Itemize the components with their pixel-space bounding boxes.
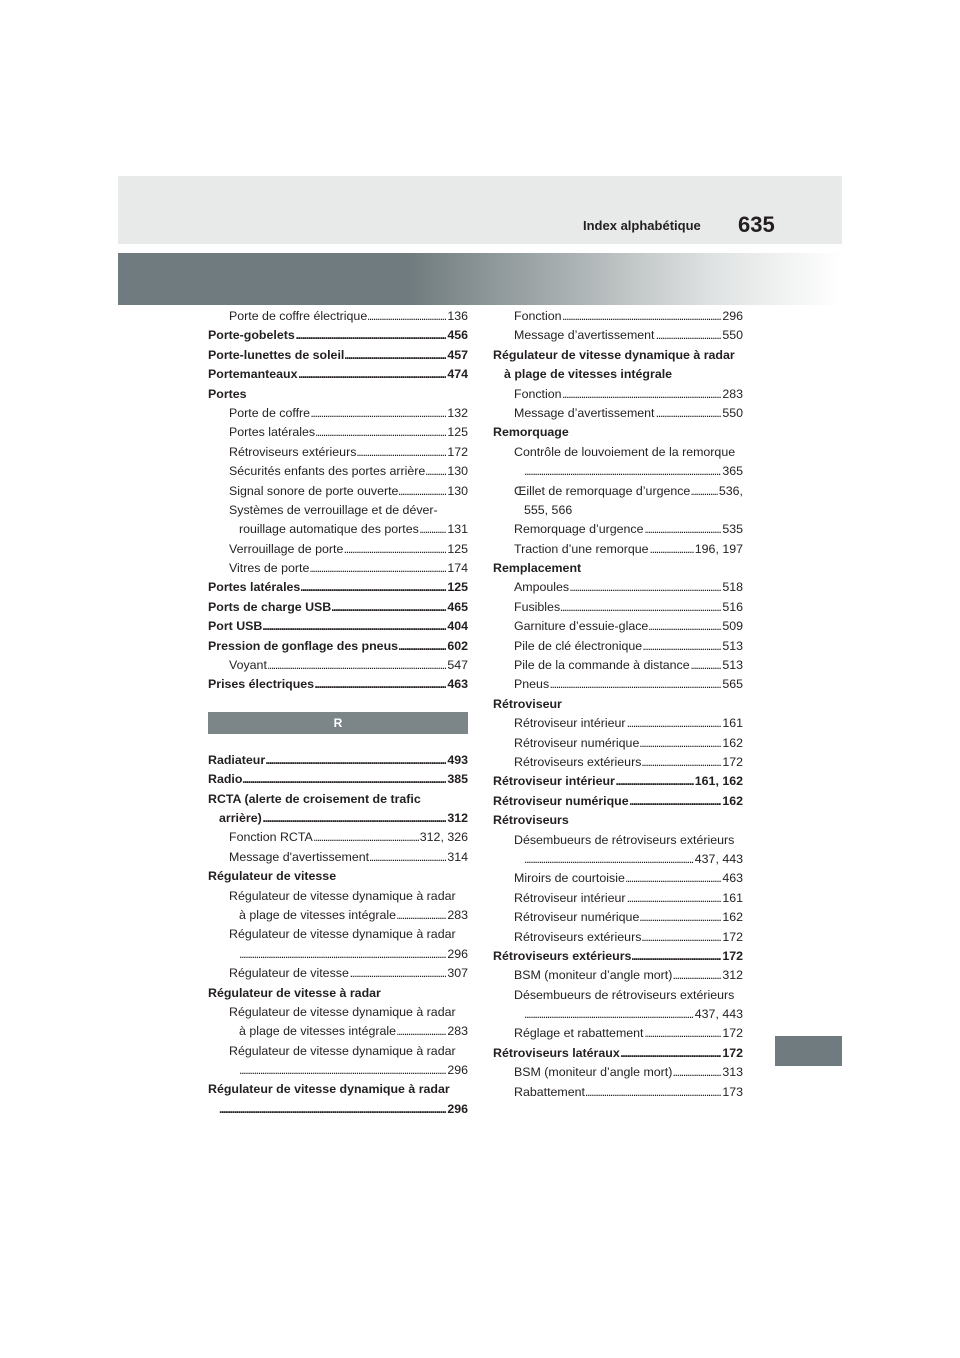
- index-entry-page: 296: [446, 1061, 468, 1080]
- index-entry-label: Rétroviseur intérieur: [514, 889, 627, 908]
- index-entry-label: Signal sonore de porte ouverte: [229, 482, 399, 501]
- index-entry: [493, 889, 743, 908]
- index-entry: [493, 908, 743, 927]
- index-entry-page: 547: [446, 656, 468, 675]
- index-entry-page: 172: [721, 1024, 743, 1043]
- section-title: Index alphabétique: [583, 218, 701, 233]
- index-entry: [208, 443, 468, 462]
- side-thumb-tab: [775, 1036, 842, 1066]
- index-entry-label: Régulateur de vitesse dynamique à radar: [493, 346, 736, 365]
- index-entry: [493, 617, 743, 636]
- index-entry: [493, 365, 743, 384]
- index-entry-page: 174: [446, 559, 468, 578]
- index-entry: [493, 462, 743, 481]
- index-entry-label: Traction d’une remorque: [514, 540, 650, 559]
- index-entry-label: Systèmes de verrouillage et de déver-: [229, 501, 439, 520]
- index-entry: [208, 1061, 468, 1080]
- index-entry-page: 161: [721, 714, 743, 733]
- index-entry-page: 602: [446, 637, 468, 656]
- index-entry-label: BSM (moniteur d’angle mort): [514, 966, 673, 985]
- index-entry-label: Régulateur de vitesse: [229, 964, 350, 983]
- index-entry-label: BSM (moniteur d’angle mort): [514, 1063, 673, 1082]
- index-entry-page: 283: [721, 385, 743, 404]
- index-entry-page: 172: [721, 928, 743, 947]
- index-entry-label: Remplacement: [493, 559, 582, 578]
- index-entry-page: 125: [446, 578, 468, 597]
- index-entry-label: Porte-gobelets: [208, 326, 296, 345]
- index-entry-page: 474: [446, 365, 468, 384]
- index-entry: [208, 326, 468, 345]
- index-entry: [493, 695, 743, 714]
- index-entry-label: Rétroviseurs extérieurs: [514, 753, 642, 772]
- index-list-p: [208, 307, 468, 695]
- index-entry-page: 131: [446, 520, 468, 539]
- index-entry-label: Fusibles: [514, 598, 561, 617]
- index-entry: [208, 1100, 468, 1119]
- index-entry-label: Pile de clé électronique: [514, 637, 643, 656]
- index-entry: [493, 850, 743, 869]
- index-entry: [208, 925, 468, 944]
- index-entry: [493, 772, 743, 791]
- dot-leader: [219, 1100, 468, 1119]
- index-entry-label: Rétroviseur intérieur: [493, 772, 616, 791]
- index-entry-label: Rétroviseur numérique: [493, 792, 630, 811]
- index-entry-page: 172: [446, 443, 468, 462]
- index-entry: [208, 751, 468, 770]
- index-entry-label: Régulateur de vitesse dynamique à radar: [229, 887, 457, 906]
- index-entry-label: Porte de coffre: [229, 404, 311, 423]
- index-entry: [493, 811, 743, 830]
- index-entry-label: Réglage et rabattement: [514, 1024, 645, 1043]
- index-entry: [493, 753, 743, 772]
- index-entry-label: Verrouillage de porte: [229, 540, 344, 559]
- index-entry-label: Prises électriques: [208, 675, 315, 694]
- index-entry-label: à plage de vitesses intégrale: [239, 906, 397, 925]
- index-entry-page: 132: [446, 404, 468, 423]
- index-entry: [493, 559, 743, 578]
- index-entry: [208, 848, 468, 867]
- index-entry-page: 162: [721, 792, 743, 811]
- index-entry-label: Fonction: [514, 307, 563, 326]
- index-entry-page: 161: [721, 889, 743, 908]
- index-entry-page: 312, 326: [419, 828, 468, 847]
- index-entry: [493, 1063, 743, 1082]
- index-entry: [208, 1042, 468, 1061]
- index-entry-label: Rétroviseur: [493, 695, 563, 714]
- index-entry-label: Fonction: [514, 385, 563, 404]
- index-entry: [493, 869, 743, 888]
- index-entry-page: 314: [446, 848, 468, 867]
- index-column-right: [493, 307, 743, 1102]
- index-entry-page: 385: [446, 770, 468, 789]
- index-entry: [208, 482, 468, 501]
- index-entry-label: Désembueurs de rétroviseurs extérieurs: [514, 831, 735, 850]
- index-entry-label: Message d'avertissement: [229, 848, 370, 867]
- index-entry-page: 513: [721, 637, 743, 656]
- index-entry-page: 365: [721, 462, 743, 481]
- index-entry: [208, 462, 468, 481]
- index-entry-label: RCTA (alerte de croisement de trafic: [208, 790, 422, 809]
- index-entry: [493, 385, 743, 404]
- index-entry: [493, 578, 743, 597]
- index-entry: [208, 307, 468, 326]
- index-entry-page: 463: [721, 869, 743, 888]
- index-column-left: [208, 307, 468, 1119]
- index-entry-page: 196, 197: [694, 540, 743, 559]
- index-entry-label: Sécurités enfants des portes arrière: [229, 462, 426, 481]
- index-entry-label: 555, 566: [524, 501, 573, 520]
- index-entry-page: 550: [721, 404, 743, 423]
- index-entry-page: 437, 443: [694, 850, 743, 869]
- index-entry: [493, 714, 743, 733]
- index-entry: [208, 1003, 468, 1022]
- index-entry: [493, 520, 743, 539]
- index-entry: [208, 637, 468, 656]
- index-entry: [493, 598, 743, 617]
- index-entry-label: Rétroviseurs extérieurs: [493, 947, 632, 966]
- index-entry-label: Miroirs de courtoisie: [514, 869, 626, 888]
- index-entry: [208, 1080, 468, 1099]
- index-entry-page: 307: [446, 964, 468, 983]
- index-entry-label: Régulateur de vitesse dynamique à radar: [229, 925, 457, 944]
- index-entry-page: 535: [721, 520, 743, 539]
- index-entry-label: Régulateur de vitesse: [208, 867, 337, 886]
- letter-header-r: R: [208, 712, 468, 734]
- index-entry-label: Remorquage d’urgence: [514, 520, 645, 539]
- index-entry: [208, 964, 468, 983]
- index-entry-page: 283: [446, 906, 468, 925]
- index-entry: [208, 520, 468, 539]
- index-entry-label: Pression de gonflage des pneus: [208, 637, 399, 656]
- index-entry-label: Régulateur de vitesse à radar: [208, 984, 382, 1003]
- index-entry: [493, 443, 743, 462]
- index-entry: [493, 1044, 743, 1063]
- index-entry-label: Ampoules: [514, 578, 570, 597]
- index-entry-page: 463: [446, 675, 468, 694]
- index-entry: [493, 831, 743, 850]
- index-entry-label: Rétroviseur numérique: [514, 734, 640, 753]
- index-entry: [208, 809, 468, 828]
- index-entry-page: 536,: [718, 482, 743, 501]
- index-entry: [208, 867, 468, 886]
- index-entry-page: 550: [721, 326, 743, 345]
- index-entry-page: 172: [721, 753, 743, 772]
- index-entry: [493, 792, 743, 811]
- index-entry-label: Voyant: [229, 656, 268, 675]
- index-entry-label: Rétroviseurs latéraux: [493, 1044, 621, 1063]
- index-entry-page: 457: [446, 346, 468, 365]
- index-entry-page: 404: [446, 617, 468, 636]
- index-entry: [493, 734, 743, 753]
- index-entry-label: Port USB: [208, 617, 263, 636]
- index-entry: [493, 540, 743, 559]
- index-entry-page: 125: [446, 423, 468, 442]
- index-entry-page: 136: [446, 307, 468, 326]
- index-entry: [493, 656, 743, 675]
- index-entry-label: Ports de charge USB: [208, 598, 332, 617]
- index-entry-label: Porte de coffre électrique: [229, 307, 368, 326]
- index-entry: [208, 423, 468, 442]
- index-entry: [208, 887, 468, 906]
- index-entry-page: 172: [721, 1044, 743, 1063]
- index-entry: [493, 675, 743, 694]
- index-entry-label: Rétroviseurs extérieurs: [514, 928, 642, 947]
- index-entry-label: à plage de vitesses intégrale: [504, 365, 673, 384]
- index-entry: [493, 966, 743, 985]
- index-entry: [493, 1083, 743, 1102]
- page-number: 635: [738, 212, 775, 237]
- index-entry-page: 172: [721, 947, 743, 966]
- index-entry-page: 162: [721, 908, 743, 927]
- index-entry-page: 493: [446, 751, 468, 770]
- index-entry-page: 465: [446, 598, 468, 617]
- index-entry-label: Pneus: [514, 675, 550, 694]
- index-entry-label: Radiateur: [208, 751, 266, 770]
- dot-leader: [208, 770, 468, 789]
- index-entry-page: 313: [721, 1063, 743, 1082]
- index-entry-label: Garniture d’essuie-glace: [514, 617, 649, 636]
- index-entry-label: Rétroviseurs extérieurs: [229, 443, 357, 462]
- index-entry: [208, 385, 468, 404]
- dot-leader: [239, 945, 468, 964]
- index-entry-page: 312: [446, 809, 468, 828]
- index-entry: [208, 945, 468, 964]
- index-entry: [208, 578, 468, 597]
- index-entry-label: Porte-lunettes de soleil: [208, 346, 345, 365]
- index-entry: [493, 404, 743, 423]
- index-entry-label: Œillet de remorquage d’urgence: [514, 482, 691, 501]
- index-entry-page: 296: [446, 945, 468, 964]
- index-entry: [493, 928, 743, 947]
- header-band: [118, 176, 842, 244]
- index-entry-label: arrière): [219, 809, 263, 828]
- index-entry: [208, 828, 468, 847]
- index-entry-page: 130: [446, 462, 468, 481]
- index-entry-label: Message d’avertissement: [514, 404, 656, 423]
- index-entry: [493, 346, 743, 365]
- index-entry-page: 456: [446, 326, 468, 345]
- index-entry-page: 312: [721, 966, 743, 985]
- index-entry-page: 125: [446, 540, 468, 559]
- index-entry: [493, 947, 743, 966]
- index-entry: [493, 501, 743, 520]
- index-entry-label: Rétroviseur numérique: [514, 908, 640, 927]
- index-entry: [493, 1005, 743, 1024]
- index-entry-page: 296: [446, 1100, 468, 1119]
- index-entry-page: 173: [721, 1083, 743, 1102]
- index-entry-page: 513: [721, 656, 743, 675]
- index-list-r-continued: [493, 307, 743, 1102]
- index-entry-page: 296: [721, 307, 743, 326]
- index-entry: [208, 675, 468, 694]
- index-entry-label: Rabattement: [514, 1083, 586, 1102]
- index-entry-page: 437, 443: [694, 1005, 743, 1024]
- index-entry-page: 161, 162: [694, 772, 743, 791]
- index-entry: [208, 404, 468, 423]
- index-entry: [493, 326, 743, 345]
- index-entry: [493, 986, 743, 1005]
- index-entry-page: 509: [721, 617, 743, 636]
- index-entry: [493, 1024, 743, 1043]
- dot-leader: [524, 462, 743, 481]
- index-entry-label: Remorquage: [493, 423, 570, 442]
- index-entry: [208, 598, 468, 617]
- index-entry: [493, 637, 743, 656]
- index-entry-page: 516: [721, 598, 743, 617]
- index-entry: [208, 790, 468, 809]
- index-entry-label: Régulateur de vitesse dynamique à radar: [229, 1042, 457, 1061]
- index-entry-label: Portes: [208, 385, 248, 404]
- index-entry-label: rouillage automatique des portes: [239, 520, 420, 539]
- index-entry-label: Rétroviseurs: [493, 811, 570, 830]
- index-entry-label: Pile de la commande à distance: [514, 656, 691, 675]
- index-entry-page: 565: [721, 675, 743, 694]
- index-entry: [208, 501, 468, 520]
- index-list-r: [208, 751, 468, 1119]
- dot-leader: [239, 1061, 468, 1080]
- index-entry: [493, 307, 743, 326]
- index-entry-label: Régulateur de vitesse dynamique à radar: [208, 1080, 451, 1099]
- index-entry: [208, 906, 468, 925]
- index-entry-page: 283: [446, 1022, 468, 1041]
- index-entry-label: Portes latérales: [229, 423, 316, 442]
- index-entry-label: à plage de vitesses intégrale: [239, 1022, 397, 1041]
- index-entry-label: Portemanteaux: [208, 365, 299, 384]
- index-entry-label: Radio: [208, 770, 243, 789]
- index-entry: [208, 984, 468, 1003]
- index-entry-label: Rétroviseur intérieur: [514, 714, 627, 733]
- index-entry-page: 130: [446, 482, 468, 501]
- index-entry-page: 518: [721, 578, 743, 597]
- index-entry-label: Régulateur de vitesse dynamique à radar: [229, 1003, 457, 1022]
- header-gradient-bar: [118, 253, 842, 305]
- index-entry-page: 162: [721, 734, 743, 753]
- index-entry: [493, 423, 743, 442]
- index-entry: [208, 365, 468, 384]
- index-entry: [208, 346, 468, 365]
- index-entry: [208, 1022, 468, 1041]
- index-entry: [208, 617, 468, 636]
- index-entry: [208, 770, 468, 789]
- index-entry: [493, 482, 743, 501]
- index-entry: [208, 540, 468, 559]
- index-entry: [208, 656, 468, 675]
- index-entry-label: Message d’avertissement: [514, 326, 656, 345]
- index-entry: [208, 559, 468, 578]
- index-entry-label: Portes latérales: [208, 578, 301, 597]
- index-entry-label: Désembueurs de rétroviseurs extérieurs: [514, 986, 735, 1005]
- index-entry-label: Contrôle de louvoiement de la remorque: [514, 443, 736, 462]
- index-entry-label: Fonction RCTA: [229, 828, 314, 847]
- index-entry-label: Vitres de porte: [229, 559, 310, 578]
